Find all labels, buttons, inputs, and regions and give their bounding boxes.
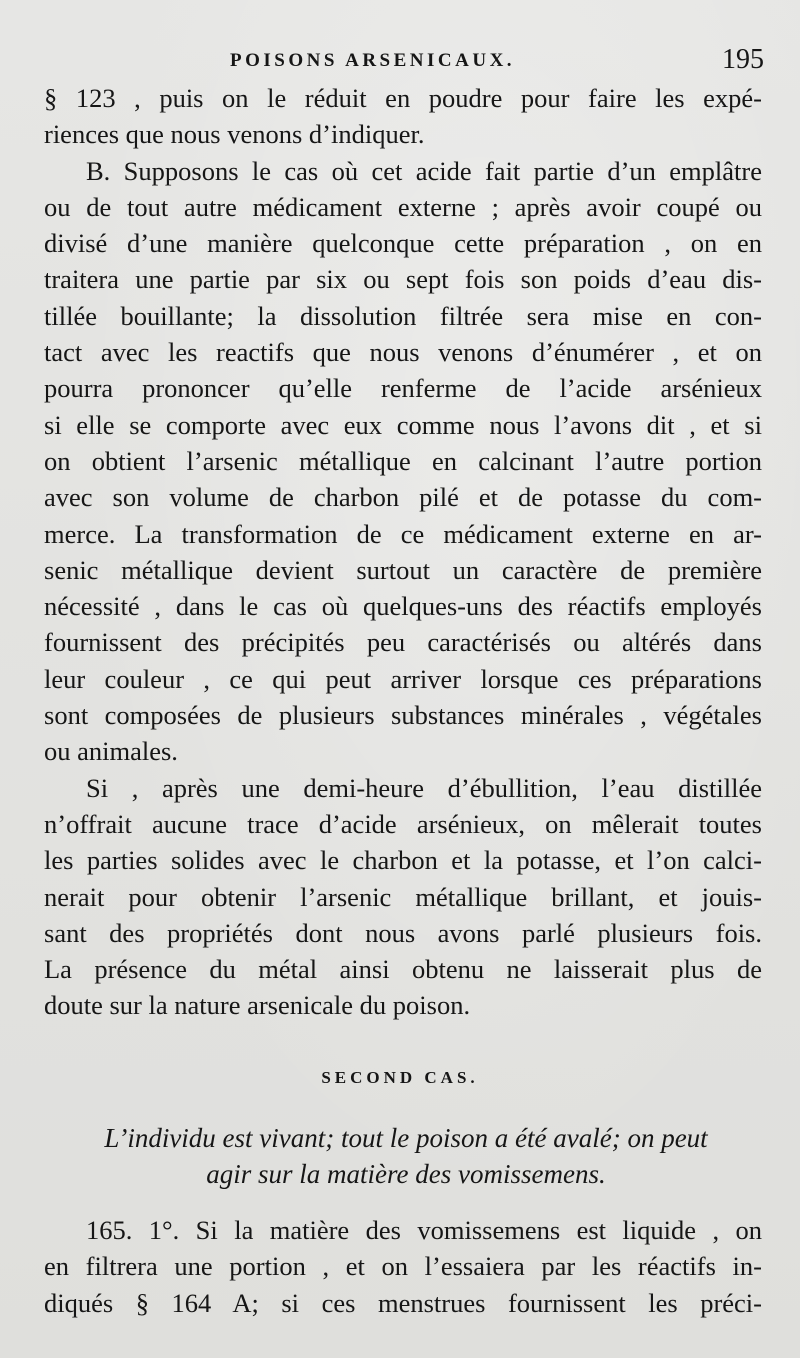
text-line: senic métallique devient surtout un caractère de première [44,554,762,585]
text-line: nécessité , dans le cas où quelques-uns des réactifs employés [44,591,762,622]
text-line: n’offrait aucune trace d’acide arsénieux, on mêlerait toutes [44,808,762,839]
main-text-block [44,80,762,1024]
page-number: 195 [722,44,764,75]
page-header [0,44,800,84]
text-line: tillée bouillante; la dissolution filtrée sera mise en con- [44,300,762,331]
text-line: pourra prononcer qu’elle renferme de l’acide arsénieux [44,373,762,404]
subtitle-line: L’individu est vivant; tout le poison a été avalé; on peut [104,1123,708,1153]
text-line: en filtrera une portion , et on l’essaiera par les réactifs in- [44,1251,762,1282]
text-line: avec son volume de charbon pilé et de potasse du com- [44,482,762,513]
text-line: sont composées de plusieurs substances minérales , végétales [44,700,762,731]
text-line: Si , après une demi-heure d’ébullition, l’eau distillée [86,772,762,803]
text-line: doute sur la nature arsenicale du poison. [44,990,471,1021]
text-line: § 123 , puis on le réduit en poudre pour faire les expé- [44,83,762,113]
text-line: on obtient l’arsenic métallique en calcinant l’autre portion [44,445,762,476]
text-line: divisé d’une manière quelconque cette préparation , on en [44,228,762,259]
section-subtitle [52,1120,760,1193]
text-line: les parties solides avec le charbon et la potasse, et l’on calci- [44,845,762,876]
running-title: POISONS ARSENICAUX. [230,50,516,71]
text-line: merce. La transformation de ce médicament externe en ar- [44,518,762,549]
text-line: ou animales. [44,736,178,767]
text-line: ou de tout autre médicament externe ; après avoir coupé ou [44,191,762,222]
text-line: tact avec les reactifs que nous venons d’énumérer , et on [44,337,762,368]
text-line: 165. 1°. Si la matière des vomissemens est liquide , on [86,1215,762,1245]
text-line: traitera une partie par six ou sept fois son poids d’eau dis- [44,264,762,295]
text-line: nerait pour obtenir l’arsenic métallique brillant, et jouis- [44,881,762,912]
text-line: La présence du métal ainsi obtenu ne laisserait plus de [44,954,762,985]
section-heading: SECOND CAS. [321,1068,479,1087]
subtitle-line: agir sur la matière des vomissemens. [206,1159,606,1190]
text-line: sant des propriétés dont nous avons parlé plusieurs fois. [44,917,762,948]
text-line: diqués § 164 A; si ces menstrues fournissent les préci- [44,1287,762,1318]
text-line: fournissent des précipités peu caractérisés ou altérés dans [44,627,762,658]
text-line: si elle se comporte avec eux comme nous l’avons dit , et si [44,409,762,440]
text-line: leur couleur , ce qui peut arriver lorsque ces préparations [44,663,762,694]
text-line: B. Supposons le cas où cet acide fait partie d’un emplâtre [86,155,762,186]
paragraph-165 [44,1212,762,1321]
text-line: riences que nous venons d’indiquer. [44,119,425,150]
